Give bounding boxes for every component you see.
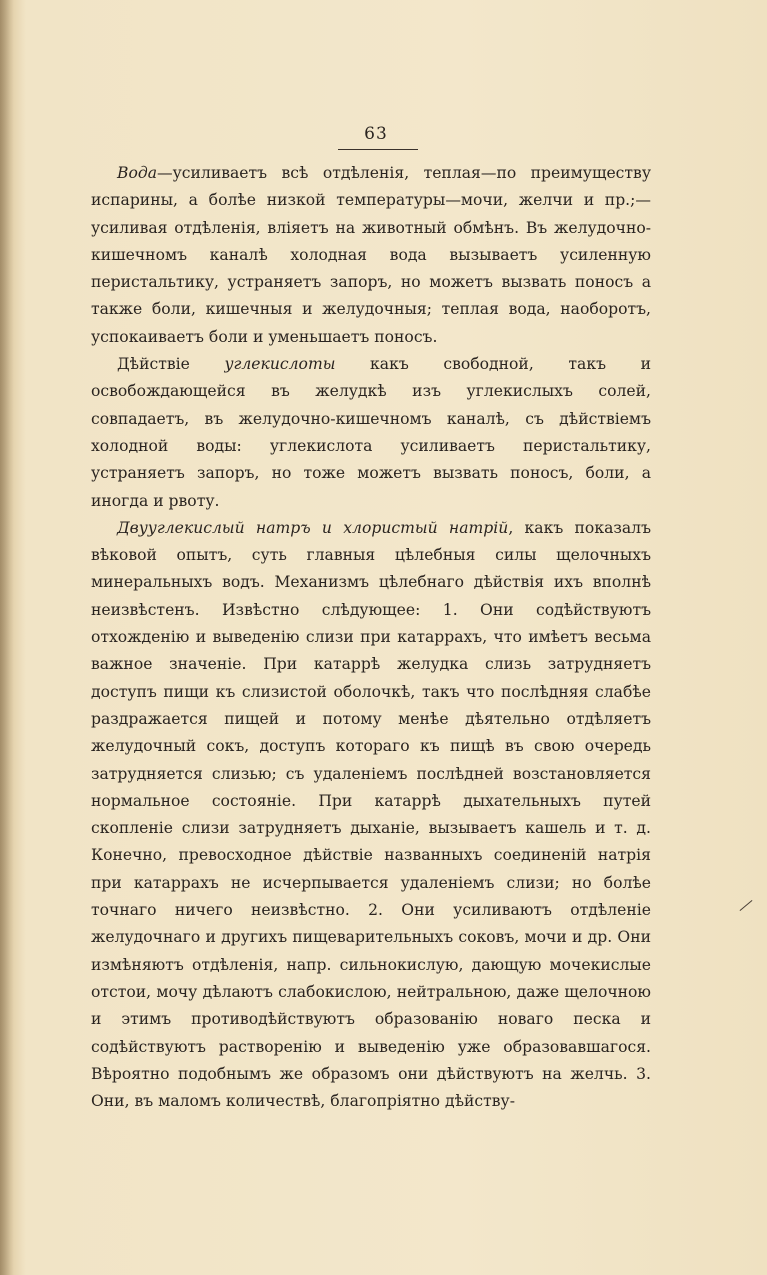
- paragraph-carbonic-acid-text: какъ свободной, такъ и освобождающейся въ желудкѣ изъ углекислыхъ солей, совпадаетъ, въ желудочно-кишечномъ каналѣ, съ дѣйствіемъ холодной воды: углекислота усиливаетъ перистальтику, устраняетъ запоръ, но тоже можетъ вызвать поносъ, боли, а иногда и рвоту.: [91, 355, 651, 510]
- term-water: Вода: [117, 164, 158, 182]
- paragraph-carbonic-acid-intro: Дѣйствіе: [117, 355, 225, 374]
- page-number-rule: [338, 149, 418, 150]
- paragraph-sodium-salts: [91, 515, 651, 1116]
- body-text: [91, 160, 651, 1115]
- paragraph-sodium-salts-text: , какъ показалъ вѣковой опытъ, суть главныя цѣлебныя силы щелочныхъ минеральныхъ водъ. Механизмъ цѣлебнаго дѣйствія ихъ вполнѣ неизвѣстенъ. Извѣстно слѣдующее: 1. Они содѣйствуютъ отхожденію и выведенію слизи при катаррахъ, что имѣетъ весьма важное значеніе. При катаррѣ желудка слизь затрудняетъ доступъ пищи къ слизистой оболочкѣ, такъ что послѣдняя слабѣе раздражается пищей и потому менѣе дѣятельно отдѣляетъ желудочный сокъ, доступъ котораго къ пищѣ въ свою очередь затрудняется слизью; съ удаленіемъ послѣдней возстановляется нормальное состояніе. При катаррѣ дыхательныхъ путей скопленіе слизи затрудняетъ дыханіе, вызываетъ кашель и т. д. Конечно, превосходное дѣйствіе названныхъ соединеній натрія при катаррахъ не исчерпывается удаленіемъ слизи; но болѣе точнаго ничего неизвѣстно. 2. Они усиливаютъ отдѣленіе желудочнаго и другихъ пищеварительныхъ соковъ, мочи и др. Они измѣняютъ отдѣленія, напр. сильнокислую, дающую мочекислые отстои, мочу дѣлаютъ слабокислою, нейтральною, даже щелочною и этимъ противодѣйствуютъ образованію новаго песка и содѣйствуютъ растворенію и выведенію уже образовавшагося. Вѣроятно подобнымъ же образомъ они дѣйствуютъ на желчь. 3. Они, въ маломъ количествѣ, благопріятно дѣйству-: [91, 518, 651, 1111]
- paragraph-carbonic-acid: [91, 351, 651, 515]
- margin-pencil-mark: [740, 900, 753, 911]
- term-carbonic-acid: углекислоты: [224, 355, 336, 374]
- page-number: 63: [364, 124, 388, 144]
- term-sodium-salts: Двууглекислый натръ и хлористый натрій: [117, 518, 509, 537]
- paragraph-water-text: —усиливаетъ всѣ отдѣленія, теплая—по преимуществу испарины, а болѣе низкой температуры—мочи, желчи и пр.;—усиливая отдѣленія, вліяетъ на животный обмѣнъ. Въ желудочно-кишечномъ каналѣ холодная вода вызываетъ усиленную перистальтику, устраняетъ запоръ, но можетъ вызвать поносъ а также боли, кишечныя и желудочныя; теплая вода, наоборотъ, успокаиваетъ боли и уменьшаетъ поносъ.: [91, 164, 651, 346]
- paragraph-water: [91, 160, 651, 351]
- spine-shadow: [0, 0, 14, 1275]
